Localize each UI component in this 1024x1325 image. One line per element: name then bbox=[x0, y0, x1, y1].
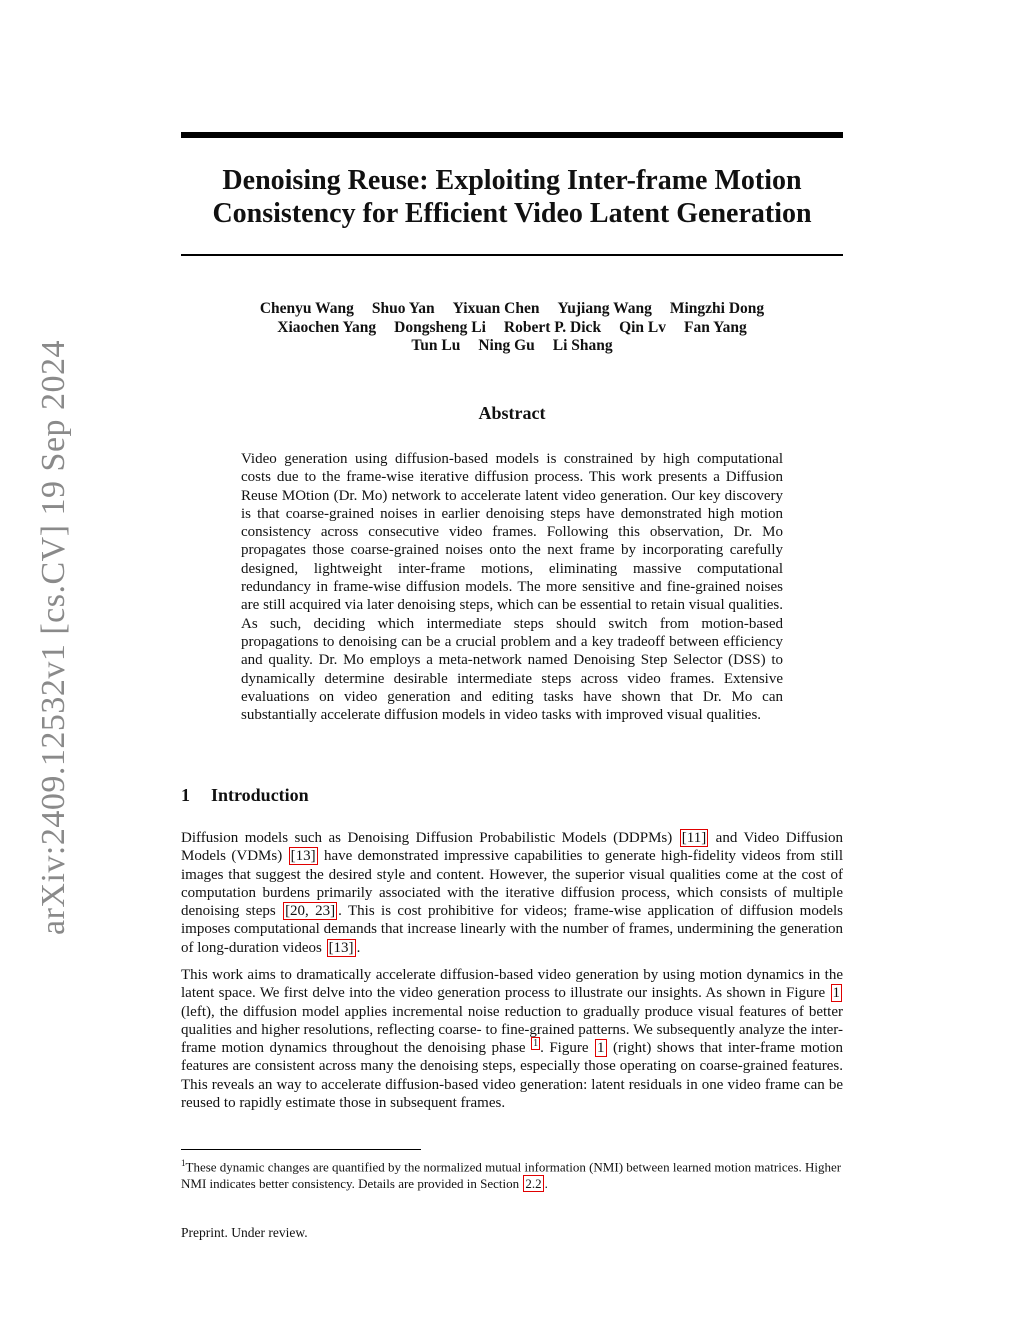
author: Yujiang Wang bbox=[557, 300, 652, 317]
author: Li Shang bbox=[552, 337, 613, 354]
footnote-link[interactable]: 1 bbox=[533, 1038, 539, 1050]
author: Fan Yang bbox=[684, 318, 747, 336]
author: Shuo Yan bbox=[371, 300, 435, 317]
text-run: (left), the diffusion model applies incremental noise reduction to gradually produce visual features of better qualities and higher resolutions, reflecting coarse- to fine-grained patterns. We subsequently analyze the inter-frame motion dynamics throughout the denoising phase bbox=[181, 1003, 843, 1057]
text-run: and Video Diffusion Models (VDMs) bbox=[181, 830, 843, 865]
author: Chenyu Wang bbox=[259, 300, 354, 317]
author: Qin Lv bbox=[619, 318, 667, 336]
preprint-note: Preprint. Under review. bbox=[181, 1225, 308, 1240]
abstract-heading: Abstract bbox=[478, 403, 546, 423]
section-number: 1 bbox=[181, 785, 190, 805]
arxiv-sidebar-stamp: arXiv:2409.12532v1 [cs.CV] 19 Sep 2024 bbox=[35, 339, 72, 935]
footnote-text: These dynamic changes are quantified by the normalized mutual information (NMI) between learned motion matrices. Higher NMI indicates better consistency. Details are provided in Section bbox=[181, 1159, 842, 1191]
text-run: (right) shows that inter-frame motion features are consistent across many the denoising steps, especially those operating on coarse-grained features. This reveals an way to accelerate diffusion-based video generation: latent residuals in one video frame can be reused to rapidly estimate those in subsequent frames. bbox=[181, 1040, 843, 1112]
author: Xiaochen Yang bbox=[277, 318, 377, 336]
section-link[interactable]: 2.2 bbox=[525, 1175, 542, 1191]
text-run: This work aims to dramatically accelerate diffusion-based video generation by using motion dynamics in the latent space. We first delve into the video generation process to illustrate our insights. As shown in Figure bbox=[181, 967, 843, 1002]
author: Ning Gu bbox=[478, 337, 535, 354]
author-list bbox=[181, 300, 843, 356]
footnote-mark: 1 bbox=[181, 1158, 186, 1168]
citation-link[interactable]: [11] bbox=[681, 830, 707, 846]
title-top-rule bbox=[181, 132, 843, 138]
author: Robert P. Dick bbox=[503, 318, 602, 336]
citation-link[interactable]: [13] bbox=[328, 939, 354, 956]
citation-link[interactable]: [13] bbox=[290, 848, 316, 865]
text-run: . Figure bbox=[540, 1040, 595, 1057]
section-heading-introduction bbox=[181, 785, 309, 806]
footnote-rule bbox=[181, 1149, 421, 1150]
paper-title-line-2: Consistency for Efficient Video Latent Generation bbox=[212, 198, 812, 229]
citation-link[interactable]: [20, 23] bbox=[285, 903, 336, 920]
figure-link[interactable]: 1 bbox=[832, 985, 840, 1002]
author: Yixuan Chen bbox=[452, 300, 540, 317]
author-row-1 bbox=[181, 300, 843, 319]
text-run: have demonstrated impressive capabilities to generate high-fidelity videos from still images that suggest the desired style and content. However, the superior visual qualities come at the cost of computation burdens primarily associated with the iterative diffusion process, which consists of multiple denoising steps bbox=[181, 848, 843, 920]
text-run: . This is cost prohibitive for videos; frame-wise application of diffusion models imposes computational demands that increase linearly with the number of frames, undermining the generation of long-duration videos bbox=[181, 903, 843, 956]
footnote-end: . bbox=[544, 1175, 548, 1191]
paper-title bbox=[181, 164, 843, 230]
author-row-3 bbox=[181, 337, 843, 356]
text-run: Diffusion models such as Denoising Diffusion Probabilistic Models (DDPMs) bbox=[181, 830, 679, 846]
intro-paragraph-1 bbox=[181, 829, 843, 957]
abstract-text: Video generation using diffusion-based models is constrained by high computational costs due to the frame-wise iterative diffusion process. This work presents a Diffusion Reuse MOtion (Dr. Mo) network to accelerate latent video generation. Our key discovery is that coarse-grained noises in earlier denoising steps have demonstrated high motion consistency across consecutive video frames. Following this observation, Dr. Mo propagates those coarse-grained noises onto the next frame by incorporating carefully designed, lightweight inter-frame motions, eliminating massive computational redundancy in frame-wise diffusion models. The more sensitive and fine-grained noises are still acquired via later denoising steps, which can be essential to retain visual qualities. As such, deciding which intermediate steps should switch from motion-based propagations to denoising can be a crucial problem and a key tradeoff between efficiency and quality. Dr. Mo employs a meta-network named Denoising Step Selector (DSS) to dynamically determine desirable intermediate steps across video frames. Extensive evaluations on video generation and editing tasks have shown that Dr. Mo can substantially accelerate diffusion models in video tasks with improved visual qualities. bbox=[241, 451, 783, 724]
author: Dongsheng Li bbox=[394, 318, 486, 336]
author: Tun Lu bbox=[411, 337, 461, 354]
title-bottom-rule bbox=[181, 254, 843, 256]
author-row-2 bbox=[181, 319, 843, 338]
intro-paragraph-2 bbox=[181, 966, 843, 1112]
footnote bbox=[181, 1155, 843, 1192]
figure-link[interactable]: 1 bbox=[597, 1040, 605, 1057]
text-run: . bbox=[356, 939, 361, 956]
author: Mingzhi Dong bbox=[669, 300, 765, 317]
section-title: Introduction bbox=[211, 785, 309, 805]
paper-title-line-1: Denoising Reuse: Exploiting Inter-frame Motion bbox=[222, 165, 802, 196]
